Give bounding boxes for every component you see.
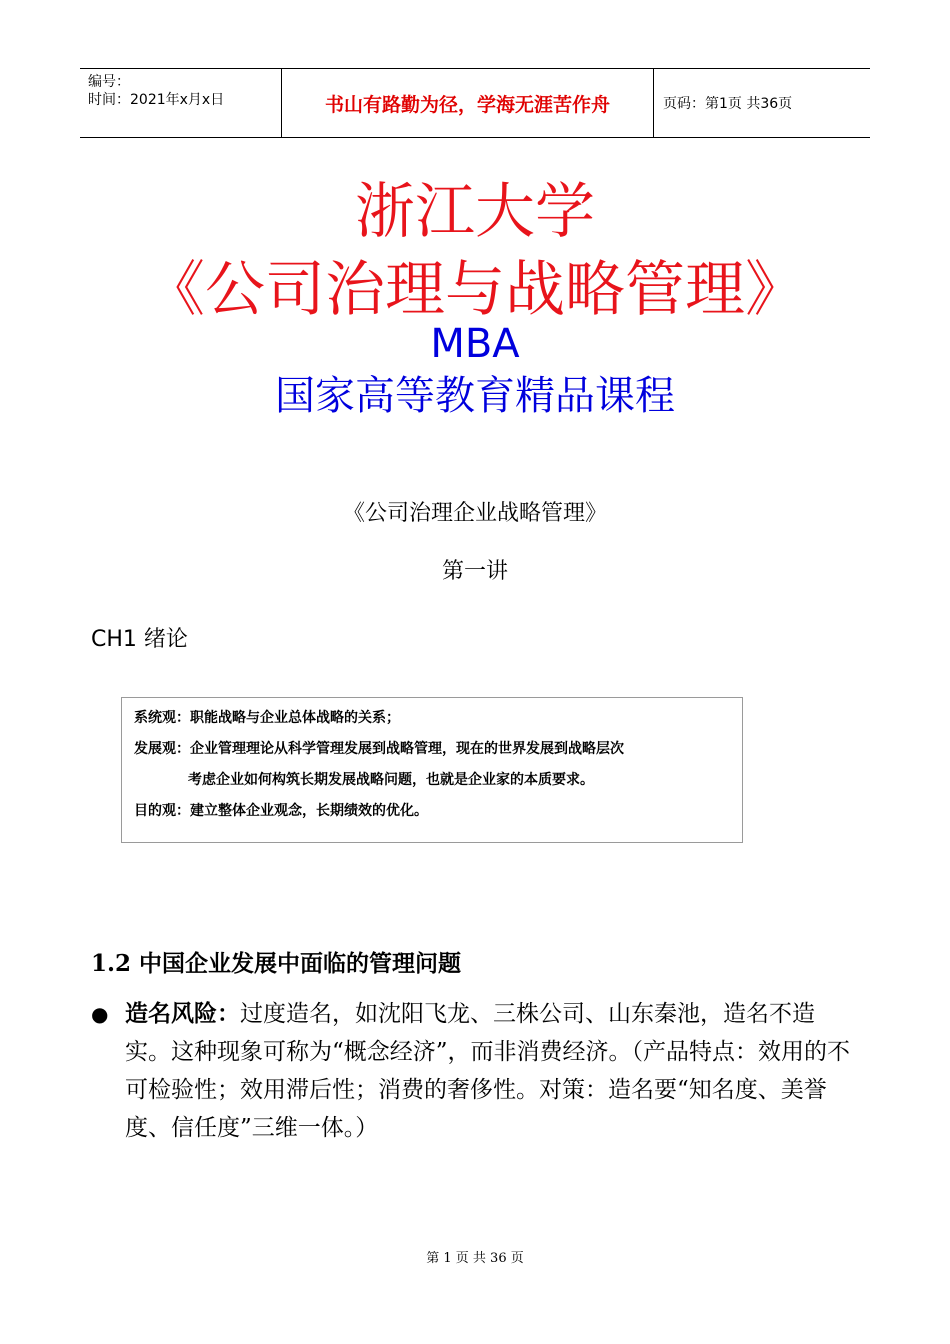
- box-line-development-cont: 考虑企业如何构筑长期发展战略问题，也就是企业家的本质要求。: [188, 772, 594, 788]
- header-table: [80, 68, 870, 138]
- page-footer: 第 1 页 共 36 页: [426, 1251, 524, 1266]
- chapter-heading: CH1 绪论: [91, 627, 188, 652]
- bullet-body: 过度造名，如沈阳飞龙、三株公司、山东秦池，造名不造实。这种现象可称为“概念经济”，而非消费经济。（产品特点：效用的不可检验性；效用滞后性；消费的奢侈性。对策：造名要“知名度、美誉度、信任度”三维一体。）: [125, 1001, 851, 1141]
- title-university: 浙江大学: [355, 177, 595, 247]
- time-label: 时间：2021年x月x日: [88, 92, 225, 108]
- header-page-info: 页码：第1页 共36页: [663, 96, 793, 112]
- title-mba: MBA: [430, 321, 520, 367]
- bullet-text-block: [125, 995, 851, 1147]
- bullet-dot-icon: ●: [91, 1002, 109, 1026]
- bullet-item: [91, 995, 851, 1147]
- lecture-title: 第一讲: [441, 559, 508, 584]
- header-meta-cell: [80, 69, 282, 137]
- header-motto: 书山有路勤为径，学海无涯苦作舟: [282, 69, 654, 137]
- box-line-system: 系统观：职能战略与企业总体战略的关系；: [134, 710, 400, 726]
- box-line-development: 发展观：企业管理理论从科学管理发展到战略管理，现在的世界发展到战略层次: [134, 741, 624, 757]
- title-quality-course: 国家高等教育精品课程: [275, 373, 675, 419]
- section-heading: 1.2 中国企业发展中面临的管理问题: [91, 950, 462, 977]
- number-label: 编号：: [88, 74, 130, 90]
- subtitle: 《公司治理企业战略管理》: [342, 501, 607, 526]
- box-line-purpose: 目的观：建立整体企业观念，长期绩效的优化。: [134, 803, 428, 819]
- summary-box: [121, 697, 743, 843]
- title-course: 《公司治理与战略管理》: [145, 255, 805, 325]
- bullet-label: 造名风险：: [125, 1000, 240, 1027]
